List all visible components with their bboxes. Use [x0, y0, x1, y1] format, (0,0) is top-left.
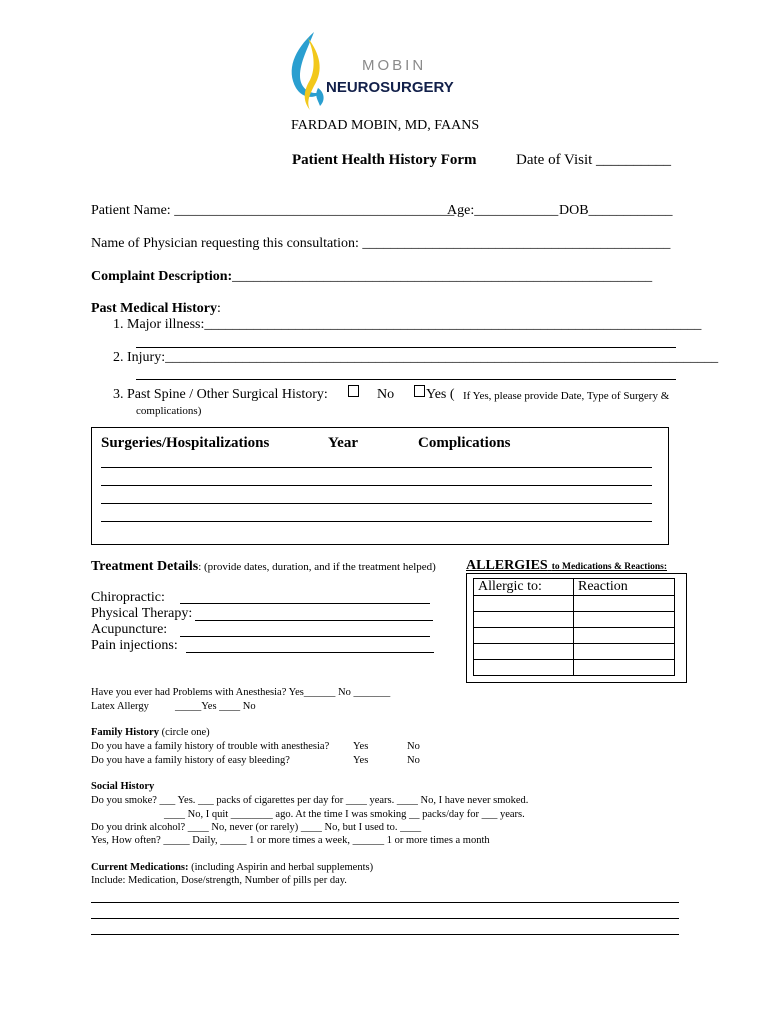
logo-top-text: MOBIN: [362, 57, 427, 74]
reaction-cell[interactable]: [574, 596, 675, 612]
injury-field[interactable]: 2. Injury:_______________________________________________________________________________: [113, 350, 719, 365]
logo-mark-icon: [284, 30, 334, 110]
reaction-header: Reaction: [574, 579, 675, 596]
medications-instructions: Include: Medication, Dose/strength, Number of pills per day.: [91, 875, 347, 886]
family-q1-no[interactable]: No: [407, 741, 420, 752]
major-illness-line2[interactable]: [136, 347, 676, 348]
spine-note-2: complications): [136, 405, 202, 417]
allergies-heading: ALLERGIES to Medications & Reactions:: [466, 558, 668, 573]
reaction-cell[interactable]: [574, 612, 675, 628]
reaction-cell[interactable]: [574, 644, 675, 660]
medication-line[interactable]: [91, 934, 679, 935]
allergy-cell[interactable]: [474, 596, 574, 612]
logo-bottom-text: NEUROSURGERY: [326, 79, 454, 96]
spine-note: If Yes, please provide Date, Type of Surgery &: [463, 390, 670, 402]
acupuncture-label: Acupuncture:: [91, 622, 168, 637]
allergy-cell[interactable]: [474, 628, 574, 644]
physician-field[interactable]: Name of Physician requesting this consultation: ____________________________________________: [91, 236, 671, 251]
complaint-line: ____________________________________________________________: [232, 269, 653, 284]
treatment-heading: Treatment Details: (provide dates, duration, and if the treatment helped): [91, 559, 436, 574]
surgeries-col-heading: Surgeries/Hospitalizations: [101, 435, 270, 451]
allergy-table: [473, 578, 675, 676]
family-q1-yes[interactable]: Yes: [353, 741, 369, 752]
family-q2-yes[interactable]: Yes: [353, 755, 369, 766]
medication-line[interactable]: [91, 902, 679, 903]
smoke-question[interactable]: Do you smoke? ___ Yes. ___ packs of cigarettes per day for ____ years. ____ No, I have never smoked.: [91, 795, 529, 806]
surgery-line[interactable]: [101, 521, 652, 522]
surgery-line[interactable]: [101, 467, 652, 468]
latex-options[interactable]: _____Yes ____ No: [175, 701, 256, 712]
social-history-heading: Social History: [91, 781, 155, 792]
family-q1: Do you have a family history of trouble with anesthesia?: [91, 741, 330, 752]
spine-history-question: 3. Past Spine / Other Surgical History:: [113, 387, 328, 402]
family-q2: Do you have a family history of easy bleeding?: [91, 755, 290, 766]
latex-label: Latex Allergy: [91, 701, 149, 712]
family-q2-no[interactable]: No: [407, 755, 420, 766]
chiropractic-line[interactable]: [180, 603, 430, 604]
allergy-cell[interactable]: [474, 612, 574, 628]
complications-col-heading: Complications: [418, 435, 511, 451]
physical-therapy-label: Physical Therapy:: [91, 606, 193, 621]
date-of-visit-field[interactable]: Date of Visit __________: [516, 152, 672, 168]
surgery-line[interactable]: [101, 503, 652, 504]
pain-injections-line[interactable]: [186, 652, 434, 653]
form-title: Patient Health History Form: [292, 152, 477, 168]
anesthesia-question[interactable]: Have you ever had Problems with Anesthesia? Yes______ No _______: [91, 687, 391, 698]
complaint-label: Complaint Description:: [91, 269, 233, 284]
reaction-cell[interactable]: [574, 628, 675, 644]
spine-no-label: No: [377, 387, 395, 402]
acupuncture-line[interactable]: [180, 636, 430, 637]
chiropractic-label: Chiropractic:: [91, 590, 165, 605]
complaint-field[interactable]: [91, 269, 652, 285]
physical-therapy-line[interactable]: [195, 620, 433, 621]
allergy-cell[interactable]: [474, 660, 574, 676]
allergy-cell[interactable]: [474, 644, 574, 660]
spine-yes-checkbox[interactable]: [414, 385, 425, 397]
reaction-cell[interactable]: [574, 660, 675, 676]
alcohol-question[interactable]: Do you drink alcohol? ____ No, never (or rarely) ____ No, but I used to. ____: [91, 822, 422, 833]
spine-no-checkbox[interactable]: [348, 385, 359, 397]
year-col-heading: Year: [328, 435, 358, 451]
smoke-quit-line[interactable]: ____ No, I quit ________ ago. At the time I was smoking __ packs/day for ___ years.: [164, 809, 525, 820]
surgery-line[interactable]: [101, 485, 652, 486]
allergic-to-header: Allergic to:: [474, 579, 574, 596]
patient-name-field[interactable]: Patient Name: ________________________________________: [91, 203, 455, 218]
family-history-heading: Family History (circle one): [91, 727, 210, 738]
spine-yes-label: Yes (: [426, 387, 455, 402]
major-illness-field[interactable]: 1. Major illness:_______________________________________________________________________: [113, 317, 702, 332]
alcohol-frequency[interactable]: Yes, How often? _____ Daily, _____ 1 or more times a week, ______ 1 or more times a month: [91, 835, 490, 846]
surgeries-box: [91, 427, 669, 545]
injury-line2[interactable]: [136, 379, 676, 380]
medications-heading: Current Medications: (including Aspirin and herbal supplements): [91, 862, 374, 873]
age-field[interactable]: Age:____________: [447, 203, 559, 218]
doctor-name: FARDAD MOBIN, MD, FAANS: [291, 118, 480, 133]
dob-field[interactable]: DOB____________: [559, 203, 673, 218]
medication-line[interactable]: [91, 918, 679, 919]
pain-injections-label: Pain injections:: [91, 638, 178, 653]
past-history-heading: Past Medical History:: [91, 301, 221, 316]
